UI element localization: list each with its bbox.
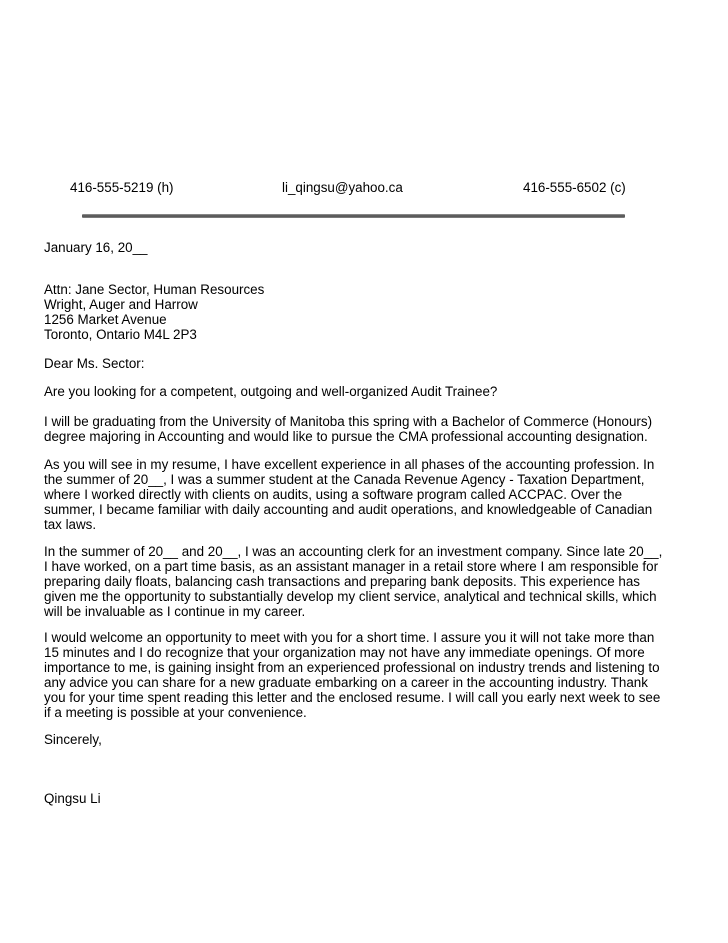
salutation: Dear Ms. Sector: <box>44 356 145 371</box>
body-paragraph <box>44 544 663 619</box>
address-line: 1256 Market Avenue <box>44 312 167 327</box>
address-line: Attn: Jane Sector, Human Resources <box>44 282 265 297</box>
body-paragraph <box>44 414 654 444</box>
home-phone: 416-555-5219 (h) <box>70 180 174 195</box>
body-paragraph <box>44 457 654 532</box>
paragraph-line: preparing daily floats, balancing cash transactions and preparing bank deposits. This experience has <box>44 574 641 589</box>
paragraph-line: any advice you can share for a new graduate embarking on a career in the accounting industry. Thank <box>44 675 648 690</box>
paragraph-line: you for your time spent reading this letter and the enclosed resume. I will call you early next week to see <box>44 690 661 705</box>
paragraph-line: summer, I became familiar with daily accounting and audit operations, and knowledgeable of Canadian <box>44 502 653 517</box>
body-paragraph <box>44 384 654 399</box>
cell-phone: 416-555-6502 (c) <box>523 180 626 195</box>
paragraph-line: In the summer of 20__ and 20__, I was an accounting clerk for an investment company. Since late 20__, <box>44 544 663 559</box>
paragraph-line: I have worked, on a part time basis, as an assistant manager in a retail store where I am responsible for <box>44 559 659 574</box>
paragraph-line: where I worked directly with clients on audits, using a software program called ACCPAC. Over the <box>44 487 623 502</box>
address-line: Toronto, Ontario M4L 2P3 <box>44 327 197 342</box>
address-line: Wright, Auger and Harrow <box>44 297 198 312</box>
paragraph-line: if a meeting is possible at your convenience. <box>44 705 307 720</box>
paragraph-line: tax laws. <box>44 517 97 532</box>
paragraph-line: the summer of 20__, I was a summer student at the Canada Revenue Agency - Taxation Department, <box>44 472 645 487</box>
recipient-address <box>44 282 654 342</box>
email-address: li_qingsu@yahoo.ca <box>282 180 403 195</box>
paragraph-line: will be invaluable as I continue in my career. <box>44 604 306 619</box>
paragraph-line: I would welcome an opportunity to meet with you for a short time. I assure you it will not take more than <box>44 630 655 645</box>
paragraph-line: As you will see in my resume, I have excellent experience in all phases of the accounting profession. In <box>44 457 655 472</box>
paragraph-line: degree majoring in Accounting and would like to pursue the CMA professional accounting designation. <box>44 429 648 444</box>
paragraph-line: Are you looking for a competent, outgoing and well-organized Audit Trainee? <box>44 384 498 399</box>
signature-name: Qingsu Li <box>44 791 101 806</box>
paragraph-line: importance to me, is gaining insight from an experienced professional on industry trends and listening to <box>44 660 660 675</box>
paragraph-line: given me the opportunity to substantially develop my client service, analytical and technical skills, which <box>44 589 657 604</box>
body-paragraph <box>44 630 661 720</box>
closing: Sincerely, <box>44 732 102 747</box>
letter-date: January 16, 20__ <box>44 240 148 255</box>
paragraph-line: I will be graduating from the University of Manitoba this spring with a Bachelor of Commerce (Honours) <box>44 414 653 429</box>
paragraph-line: 15 minutes and I do recognize that your organization may not have any immediate openings. Of more <box>44 645 645 660</box>
header-divider <box>82 214 625 218</box>
